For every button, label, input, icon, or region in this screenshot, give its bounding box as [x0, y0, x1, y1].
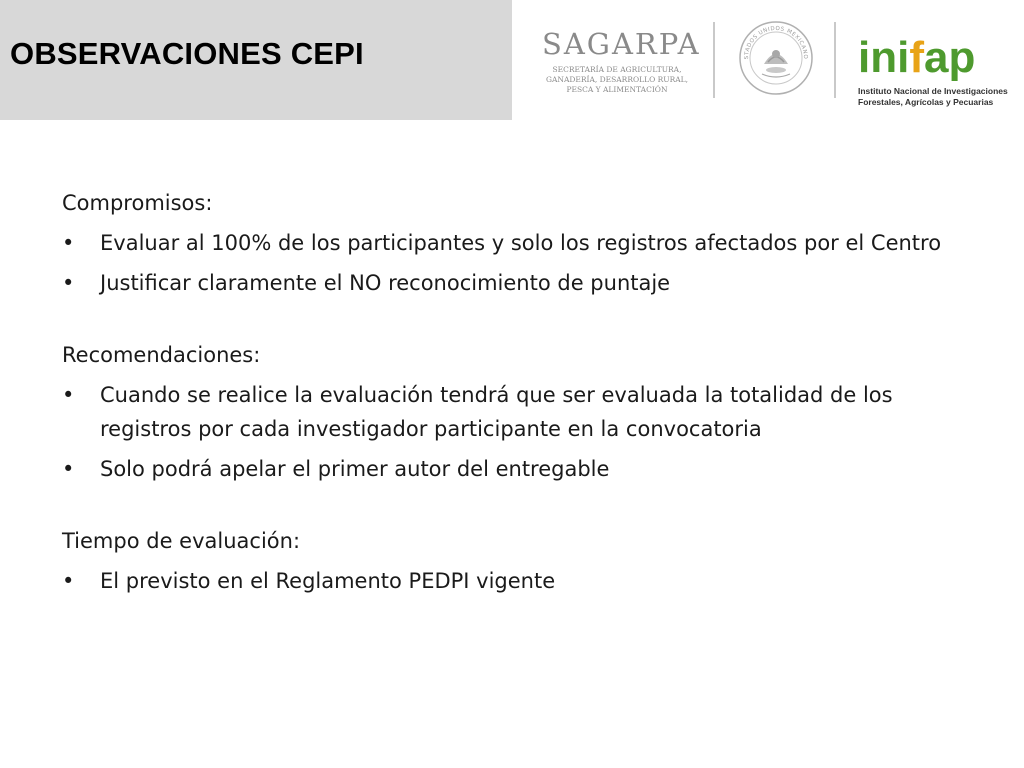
sagarpa-logo — [542, 27, 702, 110]
inifap-wordmark: inifap — [858, 33, 976, 82]
svg-text:ESTADOS UNIDOS MEXICANOS: STADOS UNIDOS MEXICANO — [743, 25, 809, 60]
section-tiempo — [62, 524, 982, 598]
section-compromisos — [62, 186, 982, 300]
bullet-list — [62, 226, 982, 300]
bullet-icon: • — [62, 383, 75, 407]
bullet-list — [62, 564, 982, 598]
inifap-logo — [858, 33, 1024, 116]
bullet-list — [62, 378, 982, 486]
list-item: • Justificar claramente el NO reconocimiento de puntaje — [62, 266, 982, 300]
bullet-icon: • — [62, 271, 75, 295]
list-item: • Solo podrá apelar el primer autor del entregable — [62, 452, 982, 486]
section-heading: Compromisos: — [62, 191, 213, 215]
bullet-icon: • — [62, 569, 75, 593]
list-item: • Cuando se realice la evaluación tendrá que ser evaluada la totalidad de los registros por cada investigador participante en la convocatoria — [62, 378, 982, 446]
bullet-icon: • — [62, 231, 75, 255]
slide-title: OBSERVACIONES CEPI — [10, 36, 364, 71]
sagarpa-subtitle: SECRETARÍA DE AGRICULTURA, GANADERÍA, DESARROLLO RURAL, PESCA Y ALIMENTACIÓN — [545, 65, 689, 94]
logo-divider — [834, 22, 836, 98]
sagarpa-wordmark: SAGARPA — [542, 27, 701, 61]
inifap-subtitle: Instituto Nacional de Investigaciones Forestales, Agrícolas y Pecuarias — [858, 86, 1008, 107]
section-recomendaciones — [62, 338, 982, 486]
slide-body — [62, 186, 982, 598]
section-heading: Recomendaciones: — [62, 343, 261, 367]
logo-bar — [512, 0, 1024, 120]
logo-divider — [713, 22, 715, 98]
bullet-icon: • — [62, 457, 75, 481]
section-heading: Tiempo de evaluación: — [62, 529, 301, 553]
title-bar — [0, 0, 512, 120]
mexican-seal-icon — [736, 18, 816, 98]
list-item: • El previsto en el Reglamento PEDPI vigente — [62, 564, 982, 598]
list-item: • Evaluar al 100% de los participantes y solo los registros afectados por el Centro — [62, 226, 982, 260]
